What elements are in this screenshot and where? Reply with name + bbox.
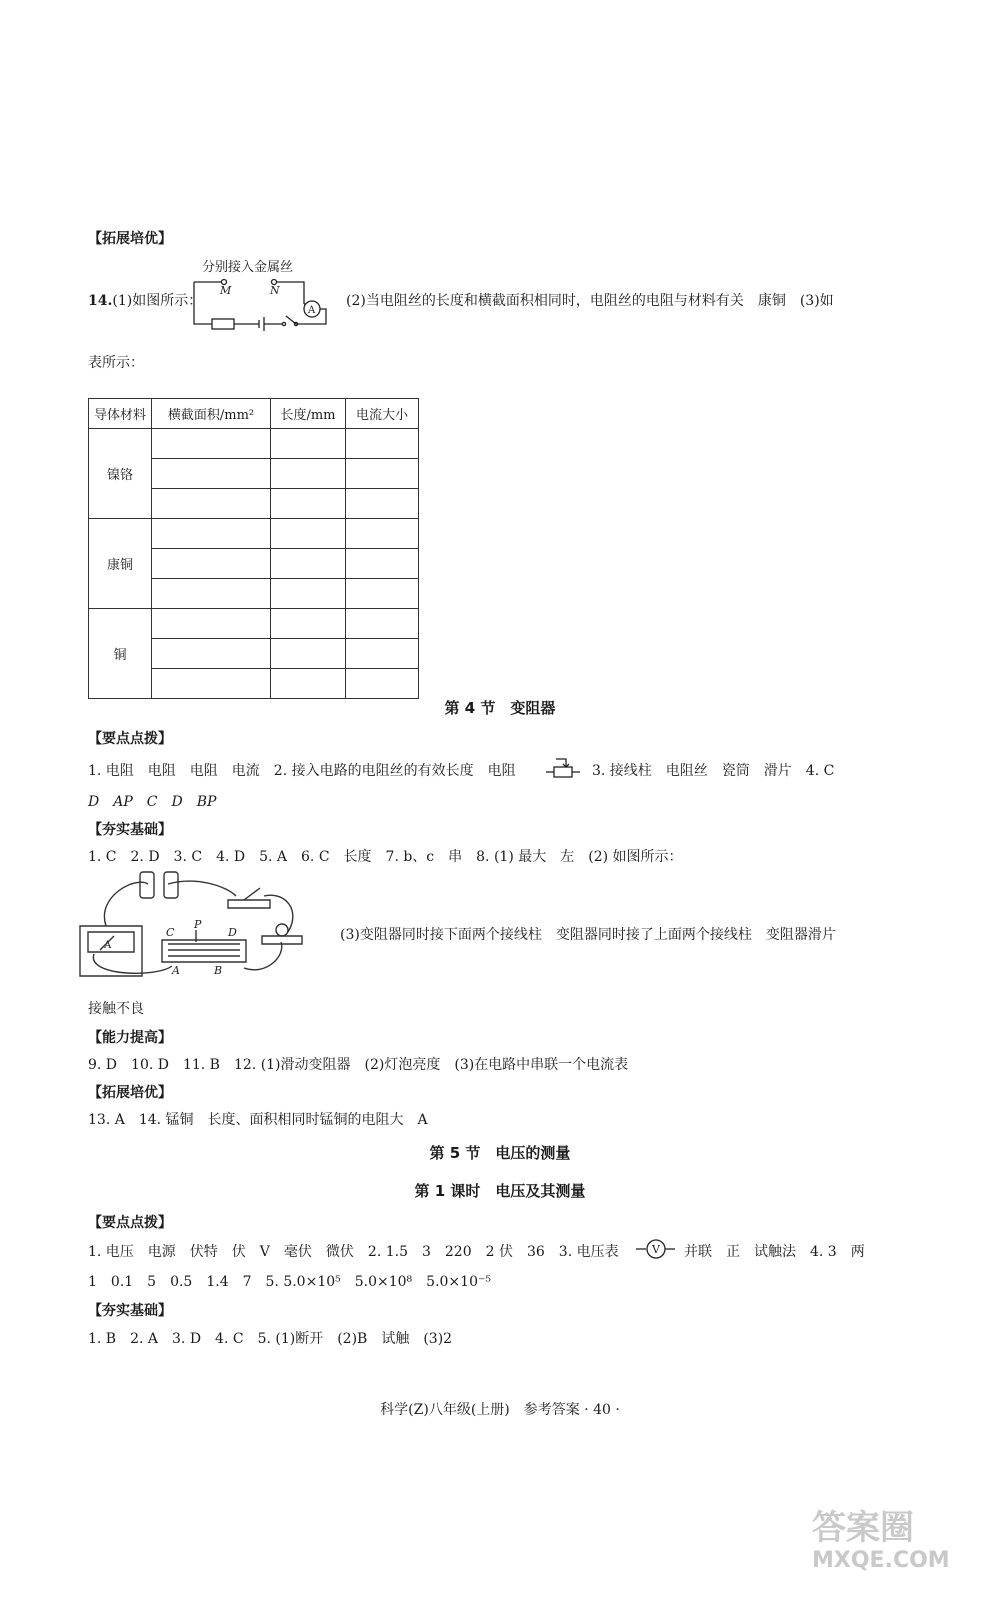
section-tag-keypoints: 【要点点拨】	[88, 731, 172, 747]
voltmeter-label: V	[652, 1243, 660, 1256]
s4-line-4: (3)变阻器同时接下面两个接线柱 变阻器同时接了上面两个接线柱 变阻器滑片	[340, 927, 836, 943]
section-5-subtitle: 第 1 课时 电压及其测量	[414, 1182, 586, 1200]
header-length: 长度/mm	[271, 399, 346, 429]
fig-label-a: A	[172, 964, 180, 977]
section-4-title: 第 4 节 变阻器	[444, 699, 556, 717]
header-current: 电流大小	[346, 399, 419, 429]
s4-line-1b: 3. 接线柱 电阻丝 瓷筒 滑片 4. C	[592, 763, 835, 779]
voltmeter-symbol-icon	[636, 1237, 676, 1261]
fig-label-b: B	[214, 964, 223, 977]
section-tag-extension: 【拓展培优】	[88, 231, 172, 247]
q14-number: 14.(1)如图所示：	[88, 293, 203, 309]
terminal-n-label: N	[270, 284, 280, 297]
page-footer: 科学(Z)八年级(上册) 参考答案 · 40 ·	[380, 1402, 620, 1418]
table-row	[89, 609, 419, 639]
fig-label-c: C	[166, 926, 175, 939]
rheostat-symbol-icon	[546, 756, 582, 780]
svg-text:A: A	[104, 940, 112, 951]
header-area: 横截面积/mm²	[152, 399, 271, 429]
s4-line-5: 接触不良	[88, 1001, 144, 1017]
material-cell: 铜	[89, 609, 152, 699]
section-5-title: 第 5 节 电压的测量	[429, 1144, 571, 1162]
s5-line-1: 1. 电压 电源 伏特 伏 V 毫伏 微伏 2. 1.5 3 220 2 伏 36 3. 电压表	[88, 1244, 619, 1260]
table-header-row	[89, 399, 419, 429]
watermark-url: MXQE.COM	[812, 1548, 950, 1573]
section-tag-basics-2: 【夯实基础】	[88, 1303, 172, 1319]
s5-line-3: 1. B 2. A 3. D 4. C 5. (1)断开 (2)B 试触 (3)2	[88, 1331, 453, 1347]
s4-line-6: 9. D 10. D 11. B 12. (1)滑动变阻器 (2)灯泡亮度 (3)在电路中串联一个电流表	[88, 1057, 629, 1073]
terminal-m-label: M	[220, 284, 232, 297]
s4-line-2: D AP C D BP	[88, 794, 217, 810]
header-material: 导体材料	[89, 399, 152, 429]
section-tag-basics: 【夯实基础】	[88, 822, 172, 838]
material-cell: 镍铬	[89, 429, 152, 519]
watermark-logo: 答案圈	[812, 1508, 914, 1548]
materials-table	[88, 398, 419, 699]
q14-answer: (2)当电阻丝的长度和横截面积相同时，电阻丝的电阻与材料有关 康铜 (3)如	[346, 293, 834, 309]
s5-line-1b: 并联 正 试触法 4. 3 两	[684, 1244, 865, 1260]
section-tag-extension-2: 【拓展培优】	[88, 1085, 172, 1101]
table-row	[89, 429, 419, 459]
rheostat-circuit-figure	[76, 866, 332, 984]
fig-label-d: D	[228, 926, 237, 939]
material-cell: 康铜	[89, 519, 152, 609]
circuit-diagram	[192, 272, 332, 334]
s4-line-1: 1. 电阻 电阻 电阻 电流 2. 接入电路的电阻丝的有效长度 电阻	[88, 763, 516, 779]
fig-label-p: P	[194, 918, 202, 931]
q14-answer-cont: 表所示：	[88, 355, 144, 371]
s4-line-3: 1. C 2. D 3. C 4. D 5. A 6. C 长度 7. b、c 串 8. (1) 最大 左 (2) 如图所示：	[88, 849, 683, 865]
ammeter-label: A	[308, 305, 316, 316]
section-tag-improve: 【能力提高】	[88, 1030, 172, 1046]
s5-line-2: 1 0.1 5 0.5 1.4 7 5. 5.0×10⁵ 5.0×10⁸ 5.0×10⁻⁵	[88, 1274, 491, 1290]
table-row	[89, 519, 419, 549]
section-tag-keypoints-2: 【要点点拨】	[88, 1215, 172, 1231]
s4-line-7: 13. A 14. 锰铜 长度、面积相同时锰铜的电阻大 A	[88, 1112, 428, 1128]
circuit-caption: 分别接入金属丝	[202, 260, 294, 275]
